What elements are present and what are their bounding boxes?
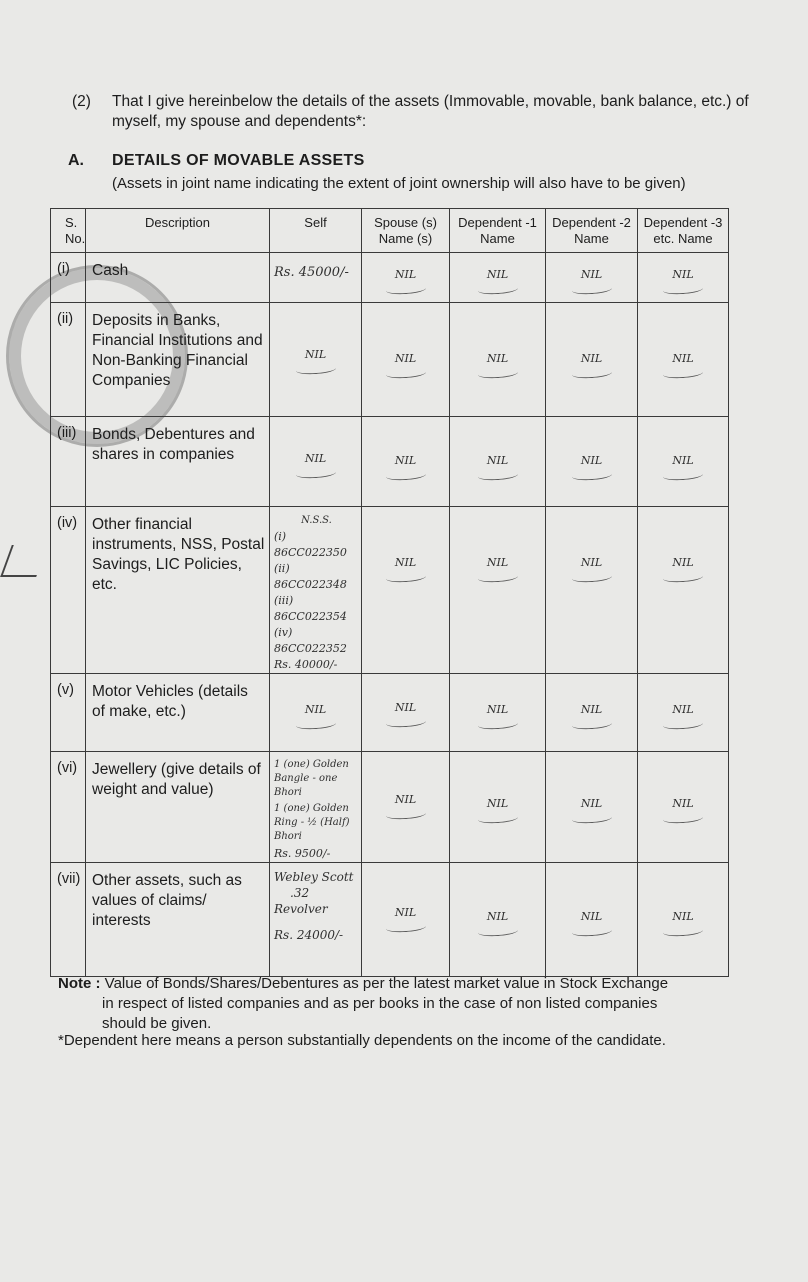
dependent-2-value: NIL	[546, 863, 638, 977]
header-spouse: Spouse (s) Name (s)	[362, 209, 450, 253]
row-self-value: NIL	[270, 303, 362, 417]
row-self-value	[270, 752, 362, 863]
dependent-1-value: NIL	[450, 863, 546, 977]
nil-dash	[295, 719, 336, 731]
row-sno: (iv)	[51, 507, 86, 674]
valuation-note	[58, 974, 748, 1034]
movable-assets-table	[50, 208, 729, 977]
nil-dash	[663, 926, 704, 938]
row-self-value: NIL	[270, 674, 362, 752]
nil-dash	[295, 468, 336, 480]
dependent-2-value: NIL	[546, 303, 638, 417]
self-line: Rs. 40000/-	[274, 658, 338, 671]
self-line: Revolver	[274, 902, 328, 916]
nil-dash	[663, 284, 704, 296]
nil-dash	[477, 368, 518, 380]
nil-dash	[385, 809, 426, 821]
dependent-1-value: NIL	[450, 752, 546, 863]
self-line: Rs. 9500/-	[274, 847, 331, 860]
table-row	[51, 752, 729, 863]
nil-dash	[663, 368, 704, 380]
row-self-value	[270, 507, 362, 674]
dependent-definition-note: *Dependent here means a person substantially dependents on the income of the candidate.	[58, 1032, 666, 1049]
nil-dash	[385, 922, 426, 934]
nil-dash	[663, 470, 704, 482]
note-line-3: should be given.	[102, 1015, 212, 1032]
spouse-value: NIL	[362, 417, 450, 507]
dependent-1-value: NIL	[450, 417, 546, 507]
spouse-value: NIL	[362, 863, 450, 977]
dependent-3-value: NIL	[638, 417, 729, 507]
row-description: Bonds, Debentures and shares in companies	[86, 417, 270, 507]
spouse-value: NIL	[362, 253, 450, 303]
nil-dash	[477, 572, 518, 584]
dependent-3-value: NIL	[638, 863, 729, 977]
section-letter: A.	[68, 152, 84, 169]
row-description: Cash	[86, 253, 270, 303]
dependent-1-value: NIL	[450, 253, 546, 303]
self-line: Webley Scott	[274, 870, 354, 884]
dependent-2-value: NIL	[546, 507, 638, 674]
row-self-value	[270, 253, 362, 303]
nil-dash	[571, 470, 612, 482]
nil-dash	[571, 572, 612, 584]
self-line: .32	[290, 886, 310, 900]
nil-dash	[571, 284, 612, 296]
table-row	[51, 253, 729, 303]
dependent-2-value: NIL	[546, 253, 638, 303]
row-sno: (i)	[51, 253, 86, 303]
nil-dash	[477, 926, 518, 938]
nil-dash	[295, 364, 336, 376]
row-sno: (vi)	[51, 752, 86, 863]
header-dependent-2: Dependent -2 Name	[546, 209, 638, 253]
self-line: (iv) 86CC022352	[274, 626, 347, 655]
nil-dash	[385, 284, 426, 296]
row-description: Motor Vehicles (details of make, etc.)	[86, 674, 270, 752]
dependent-2-value: NIL	[546, 417, 638, 507]
self-line: Rs. 24000/-	[274, 928, 344, 942]
paragraph-number: (2)	[72, 93, 91, 110]
self-line: 1 (one) Golden Bangle - one Bhori	[274, 759, 349, 798]
table-row	[51, 863, 729, 977]
nil-dash	[663, 572, 704, 584]
paragraph-text: That I give hereinbelow the details of the assets (Immovable, movable, bank balance, etc.) of myself, my spouse and dependents*:	[112, 93, 749, 130]
dependent-3-value: NIL	[638, 253, 729, 303]
row-description: Other assets, such as values of claims/ interests	[86, 863, 270, 977]
self-line: (i) 86CC022350	[274, 530, 347, 559]
self-line: Rs. 45000/-	[274, 265, 349, 280]
dependent-1-value: NIL	[450, 507, 546, 674]
row-sno: (ii)	[51, 303, 86, 417]
row-self-value: NIL	[270, 417, 362, 507]
note-line-2: in respect of listed companies and as per books in the case of non listed companies	[102, 995, 658, 1012]
self-line: 1 (one) Golden Ring - ½ (Half) Bhori	[274, 803, 350, 842]
nil-dash	[477, 284, 518, 296]
nil-dash	[385, 470, 426, 482]
nil-dash	[571, 926, 612, 938]
nil-dash	[663, 719, 704, 731]
row-sno: (iii)	[51, 417, 86, 507]
nil-dash	[663, 813, 704, 825]
dependent-2-value: NIL	[546, 752, 638, 863]
margin-signature-mark	[0, 545, 48, 577]
dependent-3-value: NIL	[638, 303, 729, 417]
nil-dash	[385, 572, 426, 584]
section-title: DETAILS OF MOVABLE ASSETS	[112, 152, 365, 169]
dependent-3-value: NIL	[638, 507, 729, 674]
note-label: Note :	[58, 975, 101, 992]
table-row	[51, 507, 729, 674]
row-sno: (vii)	[51, 863, 86, 977]
header-dependent-3: Dependent -3 etc. Name	[638, 209, 729, 253]
nil-dash	[385, 368, 426, 380]
table-row	[51, 417, 729, 507]
row-description: Deposits in Banks, Financial Institutions and Non-Banking Financial Companies	[86, 303, 270, 417]
nil-dash	[477, 719, 518, 731]
header-description: Description	[86, 209, 270, 253]
dependent-3-value: NIL	[638, 674, 729, 752]
header-sno: S. No.	[51, 209, 86, 253]
spouse-value: NIL	[362, 752, 450, 863]
nil-dash	[571, 719, 612, 731]
nil-dash	[571, 368, 612, 380]
self-line: N.S.S.	[301, 515, 332, 526]
dependent-1-value: NIL	[450, 303, 546, 417]
row-description: Jewellery (give details of weight and value)	[86, 752, 270, 863]
dependent-2-value: NIL	[546, 674, 638, 752]
section-subtitle: (Assets in joint name indicating the extent of joint ownership will also have to be given)	[112, 175, 686, 192]
header-dependent-1: Dependent -1 Name	[450, 209, 546, 253]
note-line-1: Value of Bonds/Shares/Debentures as per the latest market value in Stock Exchange	[104, 975, 669, 992]
header-self: Self	[270, 209, 362, 253]
spouse-value: NIL	[362, 507, 450, 674]
spouse-value: NIL	[362, 303, 450, 417]
row-self-value	[270, 863, 362, 977]
nil-dash	[477, 813, 518, 825]
table-header-row	[51, 209, 729, 253]
table-row	[51, 303, 729, 417]
self-line: (iii) 86CC022354	[274, 594, 347, 623]
nil-dash	[385, 717, 426, 729]
dependent-1-value: NIL	[450, 674, 546, 752]
row-sno: (v)	[51, 674, 86, 752]
spouse-value: NIL	[362, 674, 450, 752]
row-description: Other financial instruments, NSS, Postal Savings, LIC Policies, etc.	[86, 507, 270, 674]
nil-dash	[571, 813, 612, 825]
dependent-3-value: NIL	[638, 752, 729, 863]
self-line: (ii) 86CC022348	[274, 562, 347, 591]
nil-dash	[477, 470, 518, 482]
table-row	[51, 674, 729, 752]
